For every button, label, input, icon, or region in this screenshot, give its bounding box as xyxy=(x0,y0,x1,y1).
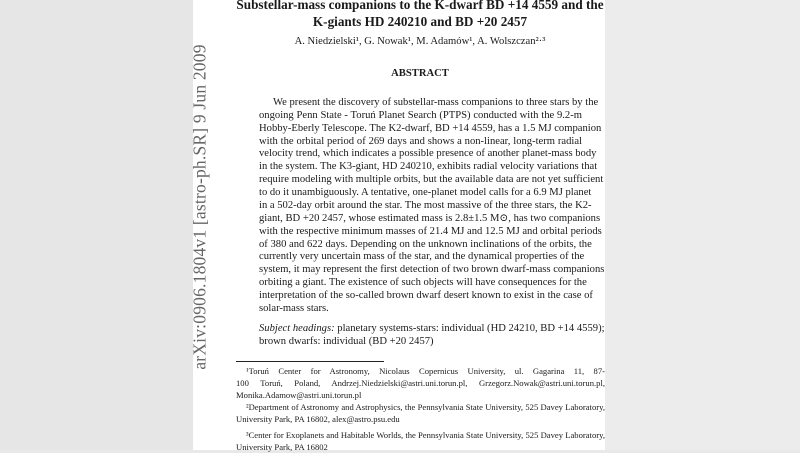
paper-title-line-1: Substellar-mass companions to the K-dwarf BD +14 4559 and the xyxy=(236,0,604,12)
abstract-line: velocity trend, which indicates a possible presence of another planet-mass body xyxy=(259,148,597,160)
subject-headings-text: planetary systems-stars: individual (HD 24210, BD +14 4559); xyxy=(337,323,605,334)
footnote-1-line: Monika.Adamow@astri.uni.torun.pl xyxy=(236,390,362,400)
subject-headings-label: Subject headings: xyxy=(259,323,335,334)
abstract-line: We present the discovery of substellar-mass companions to three stars by the xyxy=(273,97,599,108)
arxiv-stamp: arXiv:0906.1804v1 [astro-ph.SR] 9 Jun 2009 xyxy=(189,44,210,370)
right-margin xyxy=(605,0,800,450)
abstract-line: require modeling with multiple orbits, but the available data are not yet sufficient xyxy=(259,174,604,186)
paper-title-line-2: K-giants HD 240210 and BD +20 2457 xyxy=(312,14,528,29)
abstract-line: to do it unambiguously. A tentative, one-planet model calls for a 6.9 MJ planet xyxy=(259,187,592,199)
footnote-1-line: 100 Toruń, Poland, Andrzej.Niedzielski@astri.uni.torun.pl, Grzegorz.Nowak@astri.uni.torun.pl, xyxy=(236,378,605,388)
footnote-3-line: ³Center for Exoplanets and Habitable Worlds, the Pennsylvania State University, 525 Davey Laboratory, xyxy=(246,430,605,440)
footnote-3-line: University Park, PA 16802 xyxy=(236,442,328,452)
subject-headings-line-2: brown dwarfs: individual (BD +20 2457) xyxy=(259,336,434,347)
abstract-line: currently very uncertain mass of the star, and the dynamical properties of the xyxy=(259,251,585,263)
abstract-line: with the orbital period of 269 days and shows a non-linear, long-term radial xyxy=(259,135,582,147)
abstract-line: Hobby-Eberly Telescope. The K2-dwarf, BD +14 4559, has a 1.5 MJ companion xyxy=(259,122,602,134)
footnote-2-line: University Park, PA 16802, alex@astro.psu.edu xyxy=(236,414,400,424)
abstract-line: giant, BD +20 2457, whose estimated mass is 2.8±1.5 M⊙, has two companions xyxy=(259,212,601,224)
footnote-2-line: ²Department of Astronomy and Astrophysics, the Pennsylvania State University, 525 Davey Laboratory, xyxy=(246,402,605,412)
abstract-line: orbiting a giant. The existence of such objects will have consequences for the xyxy=(259,277,587,289)
abstract-line: solar-mass stars. xyxy=(259,302,329,314)
subject-headings xyxy=(259,323,605,334)
abstract-line: with the respective minimum masses of 21.4 MJ and 12.5 MJ and orbital periods xyxy=(259,225,602,237)
abstract-line: ongoing Penn State - Toruń Planet Search (PTPS) conducted with the 9.2-m xyxy=(259,109,582,121)
footnote-1-line: ¹Toruń Center for Astronomy, Nicolaus Copernicus University, ul. Gagarina 11, 87- xyxy=(246,366,605,376)
abstract-line: in the system. The K3-giant, HD 240210, exhibits radial velocity variations that xyxy=(259,161,598,173)
abstract-line: interpretation of the so-called brown dwarf desert known to exist in the case of xyxy=(259,290,593,302)
left-margin xyxy=(0,0,193,450)
footnote-rule xyxy=(236,361,384,362)
abstract-line: in a 502-day orbit around the star. The most massive of the three stars, the K2- xyxy=(259,199,592,211)
abstract-heading: ABSTRACT xyxy=(391,68,449,79)
abstract-line: system, it may represent the first detection of two brown dwarf-mass companions xyxy=(259,264,605,276)
abstract-line: of 380 and 622 days. Depending on the unknown inclinations of the orbits, the xyxy=(259,238,592,250)
authors: A. Niedzielski¹, G. Nowak¹, M. Adamów¹, A. Wolszczan²·³ xyxy=(294,36,546,47)
